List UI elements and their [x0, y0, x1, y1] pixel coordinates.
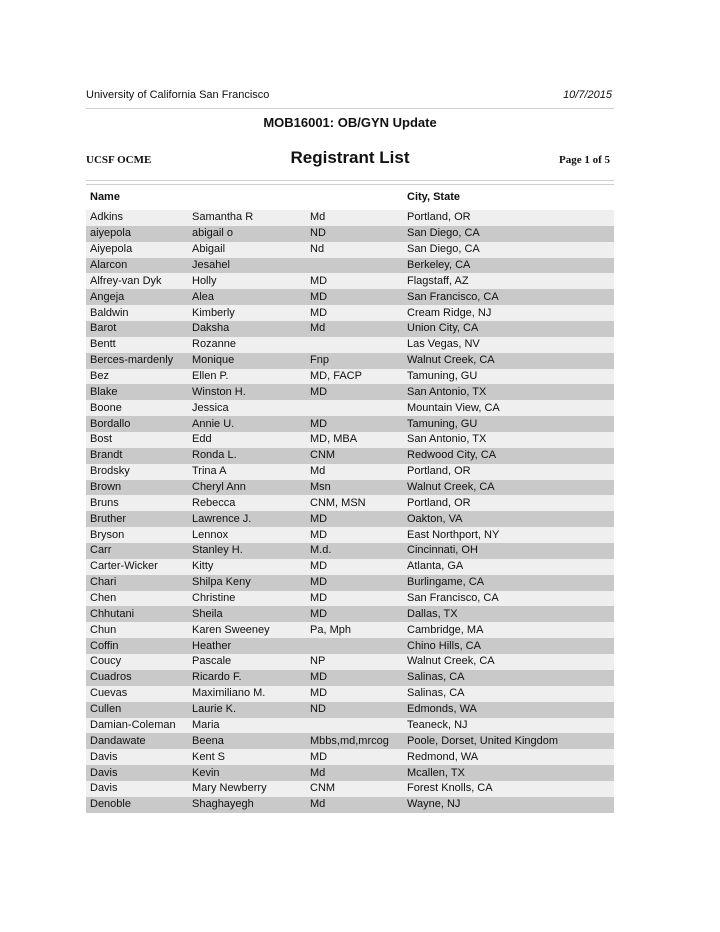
degree-cell: Md [306, 321, 403, 337]
table-row [86, 321, 614, 337]
degree-cell: MD [306, 416, 403, 432]
last-name-cell: Bost [86, 432, 188, 448]
degree-cell: Msn [306, 480, 403, 496]
degree-cell: Md [306, 765, 403, 781]
degree-cell: MD [306, 289, 403, 305]
table-row [86, 575, 614, 591]
first-name-cell: Rozanne [188, 337, 306, 353]
table-row [86, 670, 614, 686]
city-state-cell: Walnut Creek, CA [403, 353, 614, 369]
table-row [86, 210, 614, 226]
first-name-cell: Alea [188, 289, 306, 305]
table-row [86, 400, 614, 416]
last-name-cell: Bruther [86, 511, 188, 527]
degree-cell: CNM [306, 448, 403, 464]
first-name-cell: Mary Newberry [188, 781, 306, 797]
last-name-cell: Chun [86, 622, 188, 638]
city-state-cell: Teaneck, NJ [403, 718, 614, 734]
table-row [86, 781, 614, 797]
institution-name: University of California San Francisco [86, 89, 270, 101]
last-name-cell: Berces-mardenly [86, 353, 188, 369]
city-state-cell: Union City, CA [403, 321, 614, 337]
degree-cell [306, 400, 403, 416]
first-name-cell: Winston H. [188, 384, 306, 400]
city-state-cell: Edmonds, WA [403, 702, 614, 718]
last-name-cell: Bryson [86, 527, 188, 543]
table-row [86, 337, 614, 353]
table-row [86, 622, 614, 638]
degree-cell: MD [306, 591, 403, 607]
last-name-cell: Angeja [86, 289, 188, 305]
city-state-cell: Atlanta, GA [403, 559, 614, 575]
first-name-cell: Ronda L. [188, 448, 306, 464]
last-name-cell: Coffin [86, 638, 188, 654]
report-date: 10/7/2015 [563, 89, 612, 101]
first-name-cell: abigail o [188, 226, 306, 242]
city-state-cell: Tamuning, GU [403, 416, 614, 432]
table-row [86, 718, 614, 734]
city-state-cell: Tamuning, GU [403, 369, 614, 385]
last-name-cell: Cullen [86, 702, 188, 718]
degree-cell [306, 258, 403, 274]
city-state-cell: Burlingame, CA [403, 575, 614, 591]
degree-cell: ND [306, 226, 403, 242]
city-state-cell: Portland, OR [403, 210, 614, 226]
city-state-cell: San Antonio, TX [403, 384, 614, 400]
city-state-cell: Cambridge, MA [403, 622, 614, 638]
first-name-cell: Ricardo F. [188, 670, 306, 686]
degree-cell: ND [306, 702, 403, 718]
table-row [86, 686, 614, 702]
city-state-cell: Salinas, CA [403, 670, 614, 686]
city-state-cell: San Francisco, CA [403, 289, 614, 305]
first-name-cell: Annie U. [188, 416, 306, 432]
table-row [86, 527, 614, 543]
table-row [86, 638, 614, 654]
table-row [86, 702, 614, 718]
degree-cell: MD [306, 749, 403, 765]
table-row [86, 448, 614, 464]
degree-cell: CNM [306, 781, 403, 797]
city-state-cell: Berkeley, CA [403, 258, 614, 274]
degree-cell: M.d. [306, 543, 403, 559]
degree-cell [306, 638, 403, 654]
city-state-cell: Forest Knolls, CA [403, 781, 614, 797]
first-name-cell: Maximiliano M. [188, 686, 306, 702]
last-name-cell: Cuevas [86, 686, 188, 702]
degree-cell: MD [306, 670, 403, 686]
column-header-name: Name [90, 191, 120, 203]
last-name-cell: Cuadros [86, 670, 188, 686]
table-row [86, 797, 614, 813]
degree-cell: Fnp [306, 353, 403, 369]
degree-cell: Nd [306, 242, 403, 258]
last-name-cell: Davis [86, 749, 188, 765]
first-name-cell: Pascale [188, 654, 306, 670]
last-name-cell: Carter-Wicker [86, 559, 188, 575]
last-name-cell: Aiyepola [86, 242, 188, 258]
first-name-cell: Kevin [188, 765, 306, 781]
first-name-cell: Samantha R [188, 210, 306, 226]
first-name-cell: Monique [188, 353, 306, 369]
table-row [86, 416, 614, 432]
degree-cell: MD [306, 511, 403, 527]
city-state-cell: Walnut Creek, CA [403, 480, 614, 496]
course-title: MOB16001: OB/GYN Update [263, 115, 437, 130]
table-row [86, 273, 614, 289]
first-name-cell: Jesahel [188, 258, 306, 274]
first-name-cell: Shilpa Keny [188, 575, 306, 591]
first-name-cell: Kitty [188, 559, 306, 575]
degree-cell: MD [306, 305, 403, 321]
degree-cell: MD, MBA [306, 432, 403, 448]
divider [86, 108, 614, 109]
first-name-cell: Heather [188, 638, 306, 654]
degree-cell: MD [306, 273, 403, 289]
last-name-cell: Dandawate [86, 733, 188, 749]
first-name-cell: Holly [188, 273, 306, 289]
city-state-cell: San Francisco, CA [403, 591, 614, 607]
first-name-cell: Daksha [188, 321, 306, 337]
degree-cell: Md [306, 464, 403, 480]
city-state-cell: Redmond, WA [403, 749, 614, 765]
city-state-cell: Portland, OR [403, 464, 614, 480]
degree-cell: MD [306, 606, 403, 622]
last-name-cell: Brodsky [86, 464, 188, 480]
table-row [86, 733, 614, 749]
last-name-cell: Coucy [86, 654, 188, 670]
last-name-cell: Blake [86, 384, 188, 400]
first-name-cell: Sheila [188, 606, 306, 622]
first-name-cell: Christine [188, 591, 306, 607]
table-row [86, 464, 614, 480]
org-name: UCSF OCME [86, 154, 152, 166]
degree-cell: Md [306, 797, 403, 813]
report-header-top [86, 89, 612, 103]
city-state-cell: San Diego, CA [403, 226, 614, 242]
degree-cell [306, 718, 403, 734]
first-name-cell: Rebecca [188, 495, 306, 511]
divider [86, 184, 614, 185]
last-name-cell: Carr [86, 543, 188, 559]
last-name-cell: Chari [86, 575, 188, 591]
table-row [86, 765, 614, 781]
degree-cell: MD, FACP [306, 369, 403, 385]
report-title: Registrant List [290, 148, 410, 167]
first-name-cell: Trina A [188, 464, 306, 480]
table-row [86, 258, 614, 274]
city-state-cell: Wayne, NJ [403, 797, 614, 813]
last-name-cell: Davis [86, 765, 188, 781]
last-name-cell: aiyepola [86, 226, 188, 242]
city-state-cell: East Northport, NY [403, 527, 614, 543]
first-name-cell: Laurie K. [188, 702, 306, 718]
table-row [86, 384, 614, 400]
degree-cell: MD [306, 527, 403, 543]
city-state-cell: Walnut Creek, CA [403, 654, 614, 670]
first-name-cell: Ellen P. [188, 369, 306, 385]
first-name-cell: Shaghayegh [188, 797, 306, 813]
city-state-cell: Flagstaff, AZ [403, 273, 614, 289]
degree-cell: Md [306, 210, 403, 226]
last-name-cell: Brown [86, 480, 188, 496]
last-name-cell: Adkins [86, 210, 188, 226]
registrant-table [86, 210, 614, 813]
city-state-cell: Mcallen, TX [403, 765, 614, 781]
first-name-cell: Jessica [188, 400, 306, 416]
last-name-cell: Bentt [86, 337, 188, 353]
degree-cell: MD [306, 559, 403, 575]
degree-cell: NP [306, 654, 403, 670]
city-state-cell: Chino Hills, CA [403, 638, 614, 654]
column-header-city-state: City, State [407, 191, 460, 203]
city-state-cell: Redwood City, CA [403, 448, 614, 464]
table-row [86, 226, 614, 242]
table-row [86, 353, 614, 369]
city-state-cell: Las Vegas, NV [403, 337, 614, 353]
city-state-cell: Dallas, TX [403, 606, 614, 622]
table-row [86, 606, 614, 622]
city-state-cell: Mountain View, CA [403, 400, 614, 416]
city-state-cell: Oakton, VA [403, 511, 614, 527]
last-name-cell: Bruns [86, 495, 188, 511]
divider [86, 180, 614, 181]
first-name-cell: Cheryl Ann [188, 480, 306, 496]
table-row [86, 559, 614, 575]
degree-cell: CNM, MSN [306, 495, 403, 511]
last-name-cell: Boone [86, 400, 188, 416]
last-name-cell: Bez [86, 369, 188, 385]
first-name-cell: Kimberly [188, 305, 306, 321]
first-name-cell: Stanley H. [188, 543, 306, 559]
last-name-cell: Alfrey-van Dyk [86, 273, 188, 289]
city-state-cell: Salinas, CA [403, 686, 614, 702]
table-row [86, 432, 614, 448]
last-name-cell: Denoble [86, 797, 188, 813]
degree-cell [306, 337, 403, 353]
table-row [86, 495, 614, 511]
page-number: Page 1 of 5 [558, 154, 610, 166]
city-state-cell: Cincinnati, OH [403, 543, 614, 559]
city-state-cell: Cream Ridge, NJ [403, 305, 614, 321]
city-state-cell: San Diego, CA [403, 242, 614, 258]
table-row [86, 480, 614, 496]
table-row [86, 369, 614, 385]
last-name-cell: Brandt [86, 448, 188, 464]
table-row [86, 305, 614, 321]
degree-cell: Mbbs,md,mrcog [306, 733, 403, 749]
table-row [86, 749, 614, 765]
first-name-cell: Lawrence J. [188, 511, 306, 527]
table-row [86, 242, 614, 258]
degree-cell: MD [306, 384, 403, 400]
first-name-cell: Beena [188, 733, 306, 749]
city-state-cell: Poole, Dorset, United Kingdom [403, 733, 614, 749]
last-name-cell: Barot [86, 321, 188, 337]
degree-cell: Pa, Mph [306, 622, 403, 638]
last-name-cell: Davis [86, 781, 188, 797]
table-row [86, 511, 614, 527]
table-row [86, 289, 614, 305]
degree-cell: MD [306, 686, 403, 702]
city-state-cell: San Antonio, TX [403, 432, 614, 448]
city-state-cell: Portland, OR [403, 495, 614, 511]
last-name-cell: Chhutani [86, 606, 188, 622]
last-name-cell: Baldwin [86, 305, 188, 321]
table-row [86, 543, 614, 559]
last-name-cell: Bordallo [86, 416, 188, 432]
table-row [86, 654, 614, 670]
last-name-cell: Damian-Coleman [86, 718, 188, 734]
report-header [86, 148, 614, 170]
first-name-cell: Abigail [188, 242, 306, 258]
first-name-cell: Maria [188, 718, 306, 734]
first-name-cell: Edd [188, 432, 306, 448]
last-name-cell: Chen [86, 591, 188, 607]
first-name-cell: Kent S [188, 749, 306, 765]
table-row [86, 591, 614, 607]
column-headers [86, 191, 614, 205]
last-name-cell: Alarcon [86, 258, 188, 274]
degree-cell: MD [306, 575, 403, 591]
first-name-cell: Karen Sweeney [188, 622, 306, 638]
first-name-cell: Lennox [188, 527, 306, 543]
